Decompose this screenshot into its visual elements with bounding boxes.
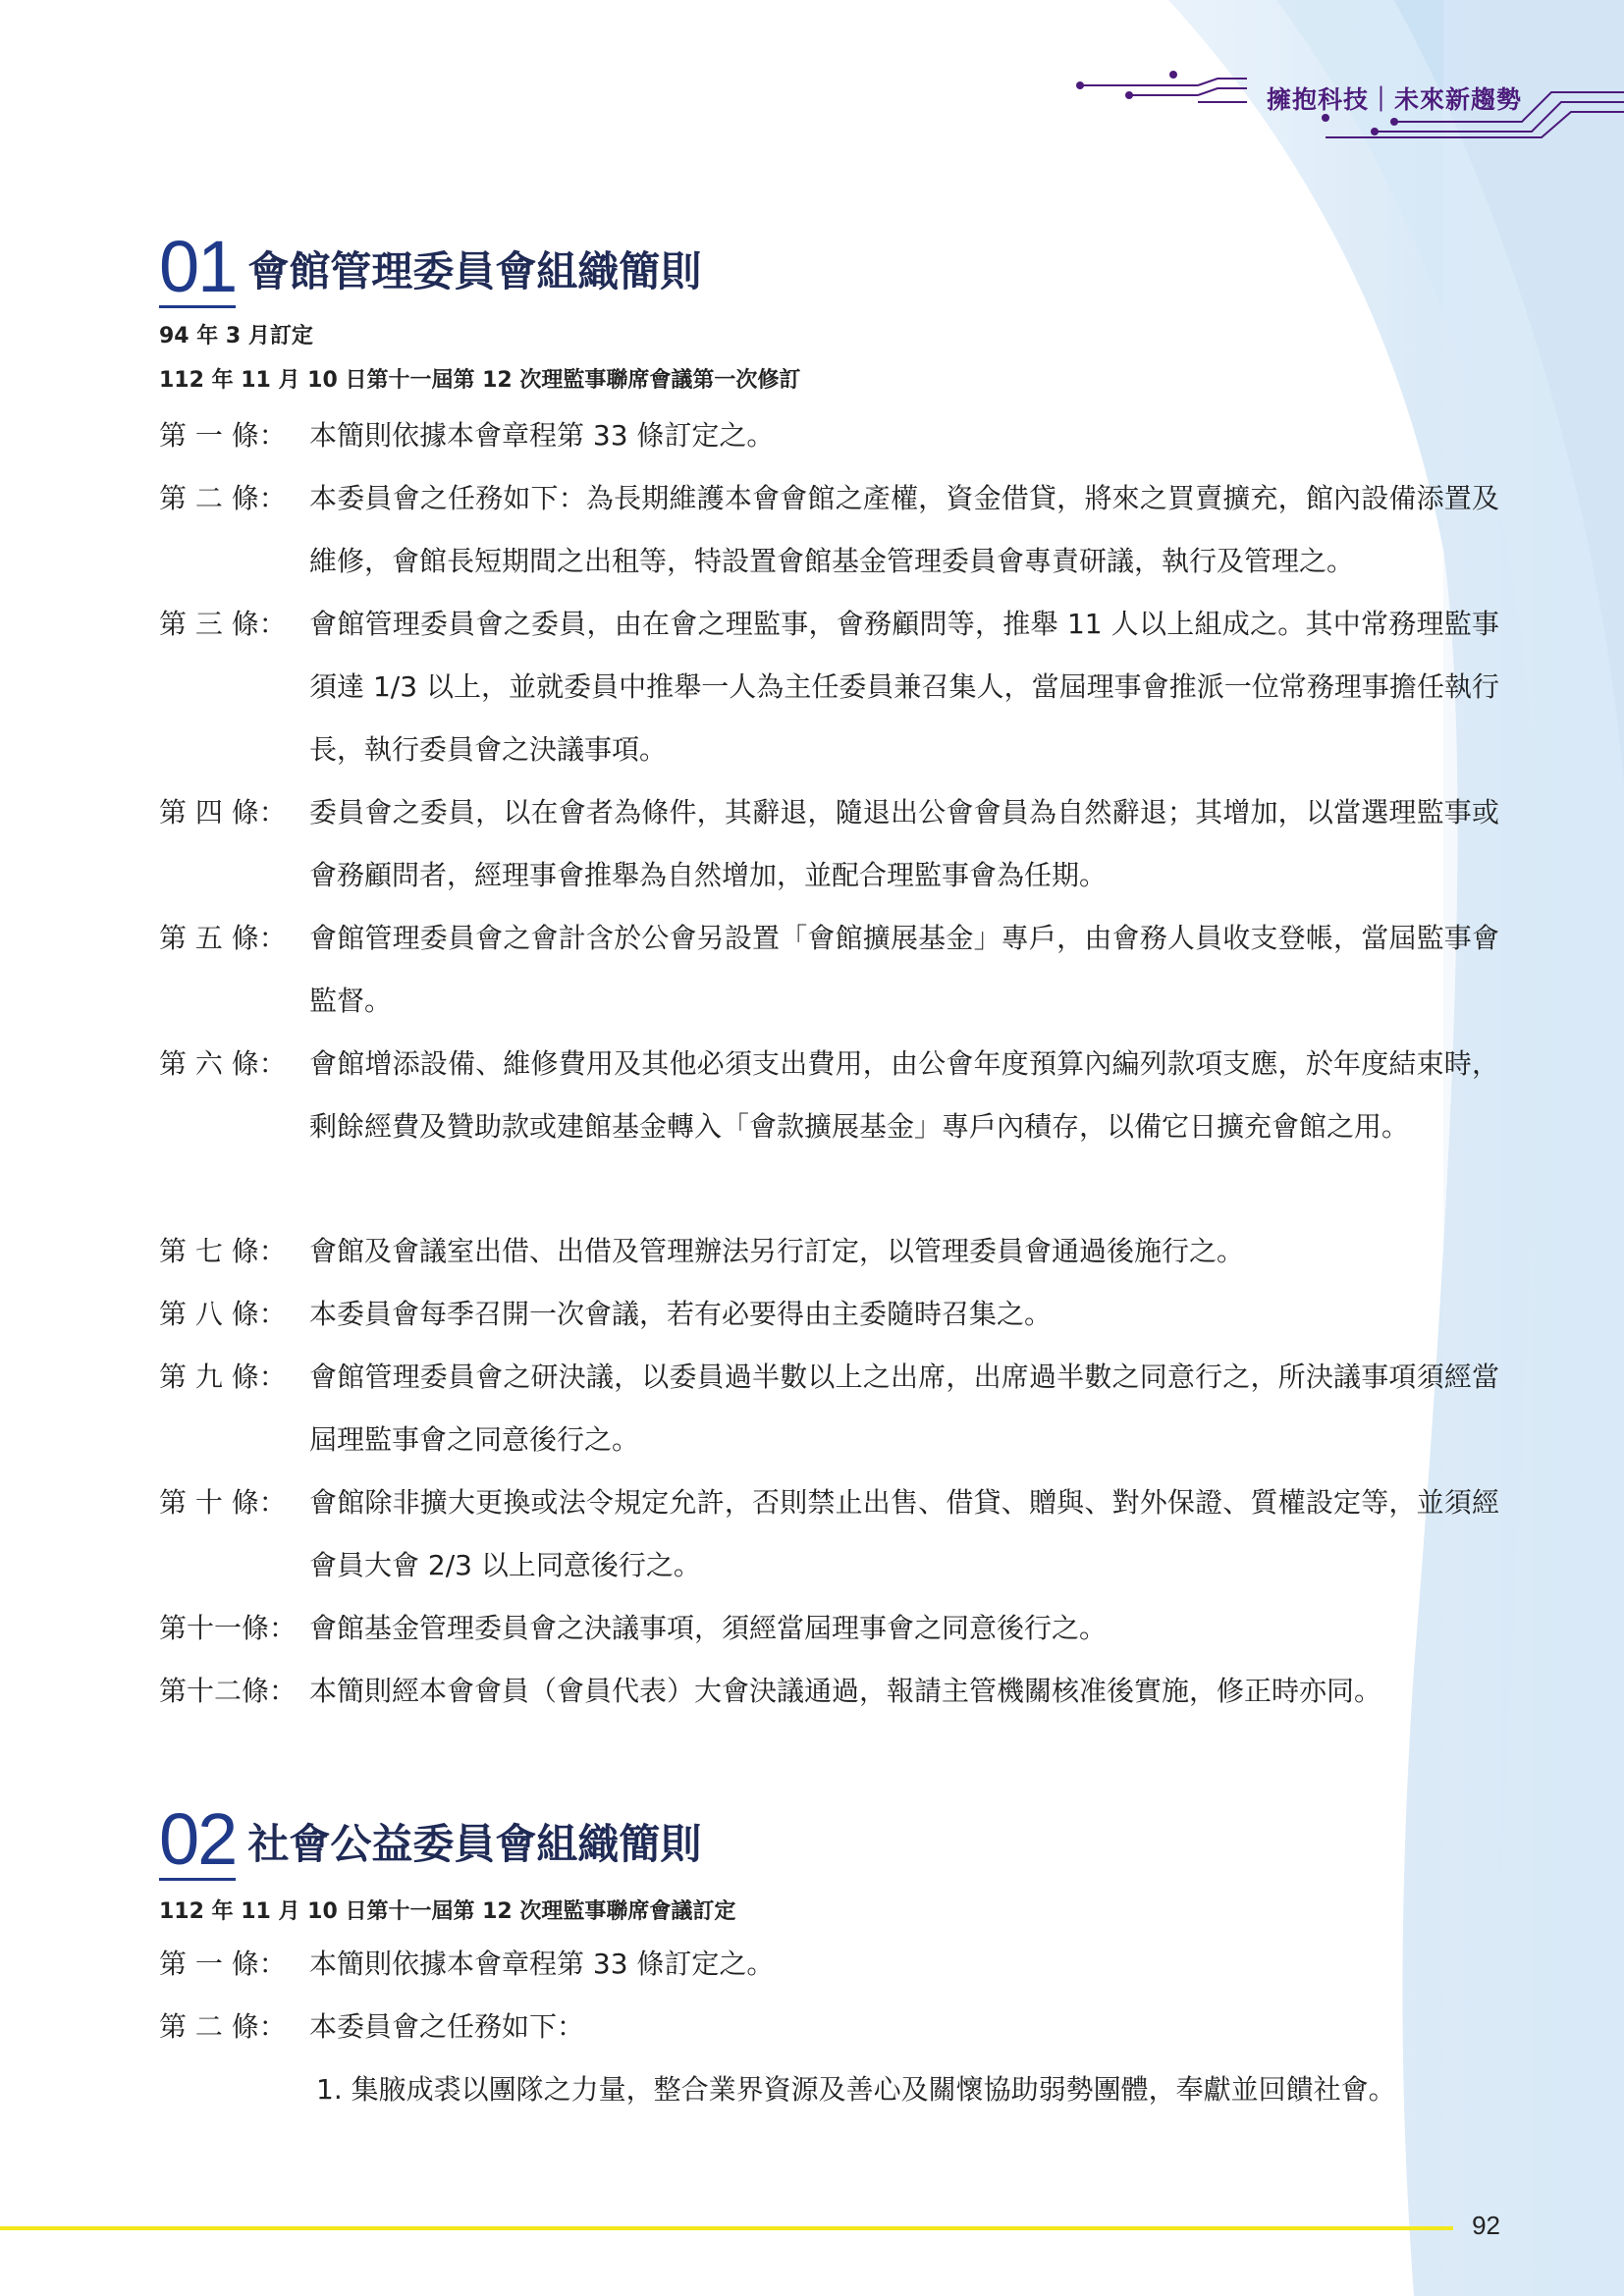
article-label: 第 九 條： <box>159 1361 287 1393</box>
section-title: 社會公益委員會組織簡則 <box>247 1820 702 1868</box>
article-text: 會館管理委員會之會計含於公會另設置「會館擴展基金」專戶，由會務人員收支登帳，當屆監事會監督。 <box>309 922 1499 1017</box>
article-text: 會館基金管理委員會之決議事項，須經當屆理事會之同意後行之。 <box>309 1612 1108 1644</box>
article-label: 第十一條： <box>159 1612 298 1644</box>
article-text: 會館增添設備、維修費用及其他必須支出費用，由公會年度預算內編列款項支應，於年度結束時，剩餘經費及贊助款或建館基金轉入「會款擴展基金」專戶內積存，以備它日擴充會館之用。 <box>309 1047 1499 1143</box>
article-label: 第 六 條： <box>159 1047 287 1080</box>
article-text: 會館管理委員會之研決議，以委員過半數以上之出席，出席過半數之同意行之，所決議事項須經當屆理監事會之同意後行之。 <box>309 1361 1499 1456</box>
section-2-heading <box>159 1798 701 1881</box>
list-item: 1. 集腋成裘以團隊之力量，整合業界資源及善心及關懷協助弱勢團體，奉獻並回饋社會。 <box>316 2073 1396 2106</box>
article <box>159 907 1504 1033</box>
footer-divider <box>0 2226 1453 2230</box>
article <box>159 1933 1504 1996</box>
section-number: 02 <box>159 1798 237 1880</box>
article-label: 第 七 條： <box>159 1235 287 1267</box>
date-line: 112 年 11 月 10 日第十一屆第 12 次理監事聯席會議第一次修訂 <box>159 368 801 393</box>
page-number: 92 <box>1472 2211 1500 2240</box>
article-text: 本委員會之任務如下：為長期維護本會會館之產權，資金借貸，將來之買賣擴充，館內設備添置及維修，會館長短期間之出租等，特設置會館基金管理委員會專責研議，執行及管理之。 <box>309 482 1499 577</box>
article-text: 本委員會之任務如下： <box>309 2010 585 2043</box>
article-text: 會館除非擴大更換或法令規定允許，否則禁止出售、借貸、贈與、對外保證、質權設定等，並須經會員大會 2/3 以上同意後行之。 <box>309 1486 1499 1581</box>
article-text: 本簡則依據本會章程第 33 條訂定之。 <box>309 1948 775 1980</box>
article <box>159 1597 1504 1660</box>
article-text: 會館管理委員會之委員，由在會之理監事，會務顧問等，推舉 11 人以上組成之。其中常務理監事須達 1/3 以上，並就委員中推舉一人為主任委員兼召集人，當屆理事會推派一位常務理事擔任執行長，執行委員會之決議事項。 <box>309 608 1499 766</box>
article-label: 第 十 條： <box>159 1486 287 1519</box>
article <box>159 404 1504 467</box>
article <box>159 1283 1504 1346</box>
article-text: 本委員會每季召開一次會議，若有必要得由主委隨時召集之。 <box>309 1298 1053 1330</box>
date-line: 112 年 11 月 10 日第十一屆第 12 次理監事聯席會議訂定 <box>159 1899 736 1924</box>
article <box>159 1220 1504 1283</box>
article <box>159 467 1504 593</box>
article-label: 第 一 條： <box>159 1948 287 1980</box>
article <box>159 593 1504 781</box>
article-label: 第 四 條： <box>159 796 287 828</box>
section-1-heading <box>159 226 701 308</box>
article-label: 第 二 條： <box>159 482 287 514</box>
header-title: 擁抱科技｜未來新趨勢 <box>1266 85 1522 114</box>
article-label: 第 八 條： <box>159 1298 287 1330</box>
article-text: 本簡則依據本會章程第 33 條訂定之。 <box>309 419 775 452</box>
article <box>159 1996 1504 2058</box>
article <box>159 781 1504 907</box>
section-title: 會館管理委員會組織簡則 <box>247 247 702 295</box>
article-text: 委員會之委員，以在會者為條件，其辭退，隨退出公會會員為自然辭退；其增加，以當選理監事或會務顧問者，經理事會推舉為自然增加，並配合理監事會為任期。 <box>309 796 1499 891</box>
article <box>159 1033 1504 1158</box>
article <box>159 1660 1504 1723</box>
article <box>159 1471 1504 1597</box>
article-label: 第 二 條： <box>159 2010 287 2043</box>
section-number: 01 <box>159 226 237 307</box>
article-label: 第 一 條： <box>159 419 287 452</box>
article-label: 第十二條： <box>159 1675 298 1707</box>
article-label: 第 三 條： <box>159 608 287 640</box>
article <box>159 1346 1504 1471</box>
article-text: 會館及會議室出借、出借及管理辦法另行訂定，以管理委員會通過後施行之。 <box>309 1235 1245 1267</box>
article-text: 本簡則經本會會員（會員代表）大會決議通過，報請主管機關核准後實施，修正時亦同。 <box>309 1675 1382 1707</box>
article-label: 第 五 條： <box>159 922 287 954</box>
date-line: 94 年 3 月訂定 <box>159 324 313 348</box>
